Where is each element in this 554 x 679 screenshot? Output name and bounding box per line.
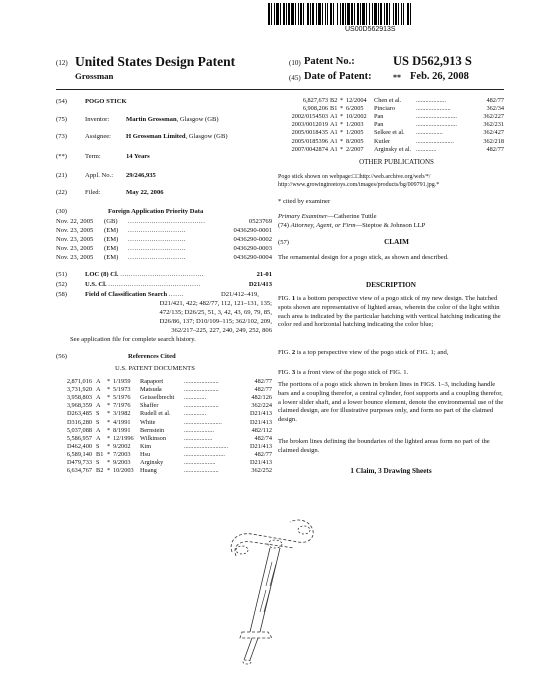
citation-cls: 482/77: [486, 145, 504, 153]
citation-star: *: [107, 418, 111, 426]
citation-date: 3/1982: [113, 410, 131, 418]
citation-dots: ..........................: [416, 113, 457, 121]
attorney-label: Attorney, Agent, or Firm: [290, 222, 356, 229]
citation-star: *: [340, 145, 344, 153]
citation-dots: ..........................: [416, 121, 457, 129]
foreign-office: (EM): [104, 245, 119, 252]
patent-no-label: Patent No.:: [304, 56, 355, 67]
citation-star: *: [107, 459, 111, 466]
code-45: (45): [289, 74, 301, 82]
field-of-search-label: Field of Classification Search: [85, 291, 168, 298]
citation-kind: A1: [330, 137, 338, 145]
leader-dots: ...........................: [128, 254, 187, 261]
citation-date: 1/2005: [346, 129, 364, 137]
citation-no: 2005/0185396: [291, 137, 328, 145]
citation-name: Selkee et al.: [374, 129, 405, 137]
field-code: (75): [56, 116, 67, 123]
citation-dots: ............................: [184, 442, 229, 450]
citation-kind: A: [96, 386, 101, 394]
citation-cls: 362/224: [251, 402, 272, 410]
description-heading: DESCRIPTION: [366, 281, 416, 289]
citation-date: 7/1976: [113, 402, 131, 410]
citation-no: 2002/0154503: [291, 113, 328, 121]
citation-dots: .................: [416, 129, 443, 137]
citation-dots: ...................: [416, 97, 446, 104]
citation-date: 7/2003: [113, 450, 131, 458]
other-publications-heading: OTHER PUBLICATIONS: [359, 158, 434, 166]
claims-and-sheets: 1 Claim, 3 Drawing Sheets: [350, 467, 432, 475]
description-paragraph: FIG. 1 is a bottom perspective view of a pogo stick of my new design. The hatched spots shown are representative of lighted areas, wherein the color of the light within each area is indicated by the particular hatching with vertical hatching indicating the color red and horizontal hatching indicating the color blue;: [278, 295, 501, 329]
other-publication-line: Pogo stick shown on webpage:□□http://web.archive.org/web/*/: [278, 174, 431, 180]
loc-value: 21-01: [256, 271, 272, 278]
citation-star: *: [107, 426, 111, 434]
citation-cls: 362/427: [483, 129, 504, 137]
inventor-name: Martin Grossman: [126, 116, 177, 123]
foreign-office: (EM): [104, 254, 119, 261]
citation-no: D316,280: [66, 418, 92, 426]
appl-no-label: Appl. No.:: [85, 172, 114, 179]
citation-date: 10/2002: [346, 113, 367, 121]
citation-date: 5/1973: [113, 386, 131, 394]
citation-cls: 362/34: [486, 105, 504, 113]
citation-star: *: [340, 129, 344, 137]
citation-kind: A: [96, 402, 101, 410]
citation-dots: .............: [416, 145, 437, 153]
citation-cls: D21/413: [249, 418, 272, 426]
citation-no: 5,037,088: [66, 426, 92, 434]
citation-date: 12/2004: [346, 97, 367, 104]
citation-no: 6,827,673: [302, 97, 328, 104]
citation-cls: 482/126: [251, 394, 272, 402]
leader-dots: ...........................: [128, 245, 187, 252]
citation-kind: A1: [330, 113, 338, 121]
design-title: POGO STICK: [85, 98, 127, 105]
citation-dots: ......................: [184, 467, 219, 475]
foreign-number: 0436290-0003: [233, 245, 272, 252]
field-code: (52): [56, 281, 67, 288]
citation-cls: 362/231: [483, 121, 504, 129]
citation-kind: A: [96, 394, 101, 402]
citation-dots: ..............: [184, 410, 207, 418]
citation-name: Geisselbrecht: [140, 394, 175, 402]
citation-no: 3,958,803: [66, 394, 92, 402]
citation-name: Chen et al.: [374, 97, 402, 104]
appl-no-value: 29/246,935: [126, 172, 156, 179]
citation-date: 8/1991: [113, 426, 131, 434]
citation-star: *: [107, 386, 111, 394]
inventor-surname: Grossman: [75, 71, 114, 81]
citation-kind: A1: [330, 129, 338, 137]
citation-date: 1/1959: [113, 378, 131, 385]
citation-star: *: [340, 137, 344, 145]
citation-no: 5,586,957: [66, 434, 92, 442]
assignee-place: , Glasgow (GB): [185, 133, 228, 140]
field-of-search-line: 362/217–225, 227, 240, 249, 252, 806: [171, 327, 272, 334]
field-code: (58): [56, 291, 67, 298]
other-publication-line: http://www.growingtreetoys.com/images/products/bg/009791.jpg.*: [278, 182, 440, 188]
citation-name: Rudell et al.: [140, 410, 171, 418]
loc-label: LOC (8) Cl.: [85, 271, 119, 278]
barcode-number: US00D562913S: [345, 26, 396, 33]
citation-no: 2,871,016: [66, 378, 92, 385]
leader-dots: ...........................: [128, 227, 187, 234]
citation-star: *: [340, 105, 344, 113]
date-star: **: [393, 73, 401, 82]
us-cl-label: U.S. Cl.: [85, 281, 107, 288]
citation-kind: S: [96, 418, 100, 426]
citation-star: *: [107, 394, 111, 402]
citation-dots: ..........................: [184, 450, 225, 458]
foreign-priority-heading: Foreign Application Priority Data: [108, 208, 204, 215]
citation-name: Matsuda: [140, 386, 162, 394]
citation-date: 5/1976: [113, 394, 131, 402]
field-code: (57): [278, 239, 289, 246]
date-of-patent-label: Date of Patent:: [304, 71, 372, 82]
primary-examiner-label: Primary Examiner: [278, 213, 328, 220]
citation-cls: 362/252: [251, 467, 272, 475]
leader-dots: .......: [168, 291, 184, 298]
citation-date: 6/2005: [346, 105, 364, 113]
citation-star: *: [107, 434, 111, 442]
field-of-search-line: D26/86, 137; D10/109–115; 362/102, 209,: [159, 318, 272, 325]
citation-kind: S: [96, 459, 100, 466]
citation-no: 2007/0042874: [291, 145, 328, 153]
citation-no: 2003/0012019: [291, 121, 328, 129]
citation-name: Hsu: [140, 450, 151, 458]
citation-kind: A1: [330, 121, 338, 129]
citation-cls: 482/77: [486, 97, 504, 104]
foreign-number: 0436290-0004: [233, 254, 272, 261]
description-paragraph: FIG. 2 is a top perspective view of the pogo stick of FIG. 1; and,: [278, 349, 449, 356]
citation-no: 6,589,140: [66, 450, 92, 458]
citation-no: 2005/0018435: [291, 129, 328, 137]
citation-kind: S: [96, 410, 100, 418]
field-code: (73): [56, 133, 67, 140]
citation-name: Kim: [140, 442, 152, 450]
citation-kind: A: [96, 378, 101, 385]
citation-name: Arginsky et al.: [374, 145, 412, 153]
citation-star: *: [107, 450, 111, 458]
search-history-note: See application file for complete search history.: [70, 336, 196, 343]
field-code: (30): [56, 208, 67, 215]
citation-no: D263,485: [66, 410, 92, 418]
document-title: United States Design Patent: [75, 54, 236, 69]
leader-dots: ...........................................: [108, 281, 201, 288]
citation-name: Pan: [374, 113, 384, 121]
citation-kind: B2: [330, 97, 338, 104]
us-cl-value: D21/413: [248, 281, 272, 288]
citation-name: Pinciaro: [374, 105, 395, 113]
foreign-date: Nov. 22, 2005: [56, 218, 94, 225]
citation-kind: S: [96, 442, 100, 450]
citation-cls: 482/77: [254, 386, 272, 394]
citation-cls: D21/413: [249, 410, 272, 418]
field-of-search-line: D21/412–419,: [221, 291, 259, 298]
citation-dots: ........................: [416, 137, 454, 145]
citation-star: *: [340, 113, 344, 121]
foreign-office: (EM): [104, 227, 119, 234]
us-patent-documents-heading: U.S. PATENT DOCUMENTS: [115, 365, 195, 372]
citation-dots: ......................: [184, 386, 219, 394]
citation-dots: ........................: [184, 418, 222, 426]
foreign-date: Nov. 23, 2005: [56, 236, 94, 243]
field-code: (74): [278, 222, 289, 229]
inventor-place: , Glasgow (GB): [176, 116, 219, 123]
citation-kind: B1: [96, 450, 104, 458]
citation-dots: ......................: [184, 378, 219, 385]
citation-star: *: [107, 442, 111, 450]
filed-label: Filed:: [85, 189, 101, 196]
citation-cls: 482/77: [254, 378, 272, 385]
term-value: 14 Years: [126, 153, 150, 160]
citation-kind: B2: [96, 467, 104, 475]
foreign-date: Nov. 23, 2005: [56, 254, 94, 261]
citation-name: Rapaport: [140, 378, 164, 385]
citation-no: D462,400: [66, 442, 92, 450]
citation-dots: ....................: [184, 459, 216, 466]
leader-dots: ...........................: [128, 236, 187, 243]
citation-dots: ......................: [416, 105, 451, 113]
citation-cls: D21/413: [249, 459, 272, 466]
field-code: (21): [56, 172, 67, 179]
field-code: (51): [56, 271, 67, 278]
citation-name: Huang: [140, 467, 157, 475]
citation-date: 8/2005: [346, 137, 364, 145]
foreign-number: 0523769: [248, 218, 272, 225]
inventor-label: Inventor:: [85, 116, 110, 123]
citation-kind: A: [96, 434, 101, 442]
claim-heading: CLAIM: [384, 238, 409, 246]
foreign-office: (EM): [104, 236, 119, 243]
citation-date: 12/1996: [113, 434, 134, 442]
field-of-search-line: D21/421, 422; 482/77, 112, 121–131, 135;: [159, 300, 272, 307]
leader-dots: ....................................: [128, 218, 206, 225]
citation-cls: 482/112: [251, 426, 272, 434]
citation-date: 9/2003: [113, 459, 131, 466]
citation-no: 6,908,206: [302, 105, 328, 113]
references-heading: References Cited: [128, 353, 176, 360]
code-12: (12): [56, 59, 68, 67]
assignee-name: H Grossman Limited: [126, 133, 186, 140]
citation-dots: ......................: [184, 402, 219, 410]
pogo-stick-drawing: [180, 482, 360, 667]
citation-name: Kutler: [374, 137, 391, 145]
citation-name: Wilkinson: [140, 434, 166, 442]
description-paragraph: The broken lines defining the boundaries of the lighted areas form no part of the claimed design.: [278, 438, 490, 454]
citation-no: 3,731,920: [66, 386, 92, 394]
citation-star: *: [340, 121, 344, 129]
citation-cls: 482/74: [254, 434, 272, 442]
citation-star: *: [340, 97, 344, 104]
foreign-date: Nov. 23, 2005: [56, 245, 94, 252]
citation-no: 3,968,359: [66, 402, 92, 410]
citation-star: *: [107, 410, 111, 418]
citation-date: 9/2002: [113, 442, 131, 450]
citation-name: White: [140, 418, 156, 426]
field-code: (22): [56, 189, 67, 196]
citation-dots: ...................: [184, 426, 214, 434]
foreign-number: 0436290-0002: [233, 236, 272, 243]
leader-dots: .......................................: [120, 271, 204, 278]
field-code: (**): [56, 153, 67, 160]
citation-star: *: [107, 378, 111, 385]
patent-number: US D562,913 S: [393, 54, 472, 68]
citation-dots: ..............: [184, 394, 207, 402]
foreign-date: Nov. 23, 2005: [56, 227, 94, 234]
citation-date: 4/1991: [113, 418, 131, 426]
citation-date: 1/2003: [346, 121, 364, 129]
field-code: (54): [56, 98, 67, 105]
term-label: Term:: [85, 153, 101, 160]
citation-cls: 482/77: [254, 450, 272, 458]
citation-date: 2/2007: [346, 145, 364, 153]
field-of-search-line: 472/135; D26/25, 51, 3, 42, 43, 69, 79, 85,: [159, 309, 272, 316]
foreign-number: 0436290-0001: [233, 227, 272, 234]
cited-by-examiner-note: * cited by examiner: [278, 198, 331, 205]
date-of-patent: Feb. 26, 2008: [410, 71, 469, 82]
citation-name: Shaffer: [140, 402, 159, 410]
citation-cls: D21/413: [249, 442, 272, 450]
foreign-office: (GB): [104, 218, 118, 225]
citation-kind: A1: [330, 145, 338, 153]
citation-name: Arginsky: [140, 459, 164, 466]
field-code: (56): [56, 353, 67, 360]
assignee-label: Assignee:: [85, 133, 112, 140]
code-10: (10): [289, 59, 301, 67]
citation-cls: 362/218: [483, 137, 504, 145]
claim-text: The ornamental design for a pogo stick, as shown and described.: [278, 254, 449, 261]
filed-value: May 22, 2006: [126, 189, 164, 196]
citation-dots: ..................: [184, 434, 213, 442]
citation-date: 10/2003: [113, 467, 134, 475]
citation-star: *: [107, 467, 111, 475]
citation-no: 6,634,767: [66, 467, 92, 475]
description-paragraph: FIG. 3 is a front view of the pogo stick of FIG. 1.: [278, 369, 409, 376]
description-paragraph: The portions of a pogo stick shown in broken lines in FIGS. 1–3, including handle bars and a coupling therefor, a central cylinder, foot supports and a coupling therefor, a lower slider shaft, and a lower bounce element, denote the environmental use of the claimed design, are for illustrative purposes only, and form no part of the claimed design.: [278, 381, 504, 424]
attorney-name: —Steptoe & Johnson LLP: [355, 222, 426, 229]
citation-name: Bernstein: [140, 426, 165, 434]
barcode: [268, 3, 504, 25]
citation-star: *: [107, 402, 111, 410]
header-rule: [56, 89, 504, 90]
primary-examiner-name: —Catherine Tuttle: [327, 213, 377, 220]
citation-cls: 362/227: [483, 113, 504, 121]
citation-name: Pan: [374, 121, 384, 129]
citation-kind: A: [96, 426, 101, 434]
citation-no: D479,733: [66, 459, 92, 466]
citation-kind: B1: [330, 105, 338, 113]
